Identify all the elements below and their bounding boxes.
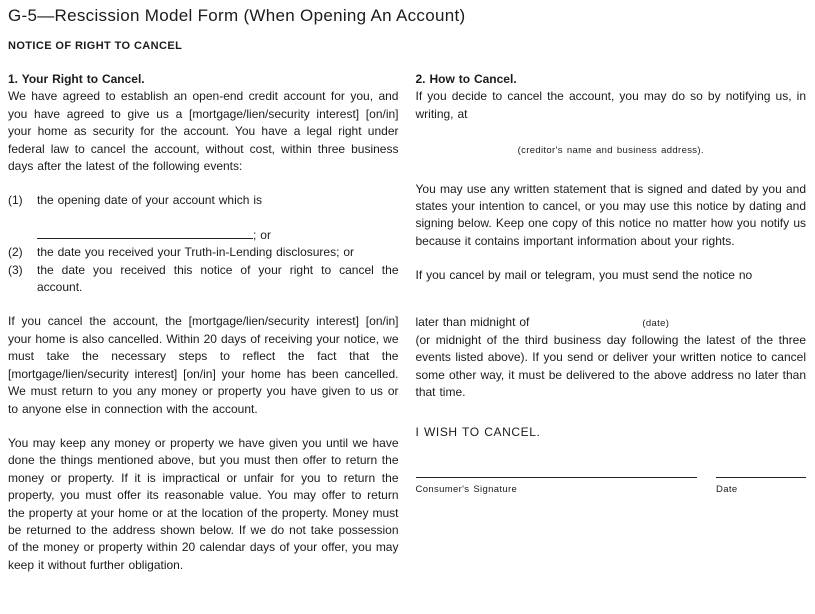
section-2-heading: 2. How to Cancel.	[415, 72, 517, 86]
section-1-heading: 1. Your Right to Cancel.	[8, 72, 145, 86]
left-column	[8, 71, 399, 574]
list-item-1-number: (1)	[8, 193, 23, 208]
wish-to-cancel-line: I WISH TO CANCEL.	[415, 424, 541, 439]
section-1-paragraph-3: You may keep any money or property we have given you until we have done the things mentioned above, but you must then offer to return the money or property. If it is impractical or unfair for you to return the property, you must offer its reasonable value. You may offer to return the property at your home or at the location of the property. Money must be returned to the address shown below. If we do not take possession of the money or property within 20 calendar days of your offer, you may keep it without further obligation.	[8, 435, 399, 572]
notice-heading: NOTICE OF RIGHT TO CANCEL	[8, 40, 183, 52]
opening-date-blank-suffix: ; or	[253, 227, 271, 242]
section-1-paragraph-1: We have agreed to establish an open-end credit account for you, and you have agreed to give us a [mortgage/lien/security interest] [on/in] your home as security for the account. You have a legal right under federal law to cancel the account, without cost, within three business days after the latest of the following events:	[8, 89, 399, 174]
opening-date-blank-row	[37, 227, 399, 244]
list-item-2-number: (2)	[8, 245, 23, 260]
two-column-body	[8, 71, 806, 574]
midnight-deadline-text: later than midnight of	[415, 314, 530, 329]
list-item-1-text: the opening date of your account which is	[37, 193, 263, 208]
right-column	[416, 71, 807, 574]
midnight-deadline-row	[416, 314, 807, 332]
list-item-1	[8, 192, 399, 209]
section-2-paragraph-1: If you decide to cancel the account, you may do so by notifying us, in writing, at	[415, 89, 806, 121]
date-caption: (date)	[642, 317, 670, 329]
section-1-paragraph-2: If you cancel the account, the [mortgage/lien/security interest] [on/in] your home is also cancelled. Within 20 days of receiving your notice, we must take the necessary steps to reflect the fact that the [mortgage/lien/security interest] [on/in] your home has been cancelled. We must return to you any money or property you have given to us or to anyone else in connection with the account.	[8, 314, 399, 416]
section-2-paragraph-2: You may use any written statement that is signed and dated by you and states your intention to cancel, or you may use this notice by dating and signing below. Keep one copy of this notice no matter how you notify us because it contains important information about your rights.	[415, 181, 806, 248]
list-item-2	[8, 244, 399, 261]
section-2-paragraph-4: (or midnight of the third business day following the latest of the three events listed above). If you send or deliver your written notice to cancel some other way, it must be delivered to the above address no later than that time.	[415, 333, 806, 400]
form-title: G-5—Rescission Model Form (When Opening An Account)	[8, 6, 466, 25]
consumer-signature-label: Consumer's Signature	[415, 484, 518, 496]
list-item-3-number: (3)	[8, 262, 23, 277]
list-item-3-text: the date you received this notice of your right to cancel the account.	[37, 262, 399, 295]
opening-date-fill-line	[37, 227, 253, 239]
date-block	[716, 477, 806, 498]
date-label: Date	[716, 484, 738, 496]
list-item-3	[8, 262, 399, 297]
creditor-address-caption: (creditor's name and business address).	[517, 145, 704, 157]
list-item-2-text: the date you received your Truth-in-Lending disclosures; or	[37, 245, 355, 260]
section-2-paragraph-3: If you cancel by mail or telegram, you must send the notice no	[415, 268, 753, 283]
signature-row	[416, 477, 807, 498]
consumer-signature-block	[416, 477, 697, 498]
